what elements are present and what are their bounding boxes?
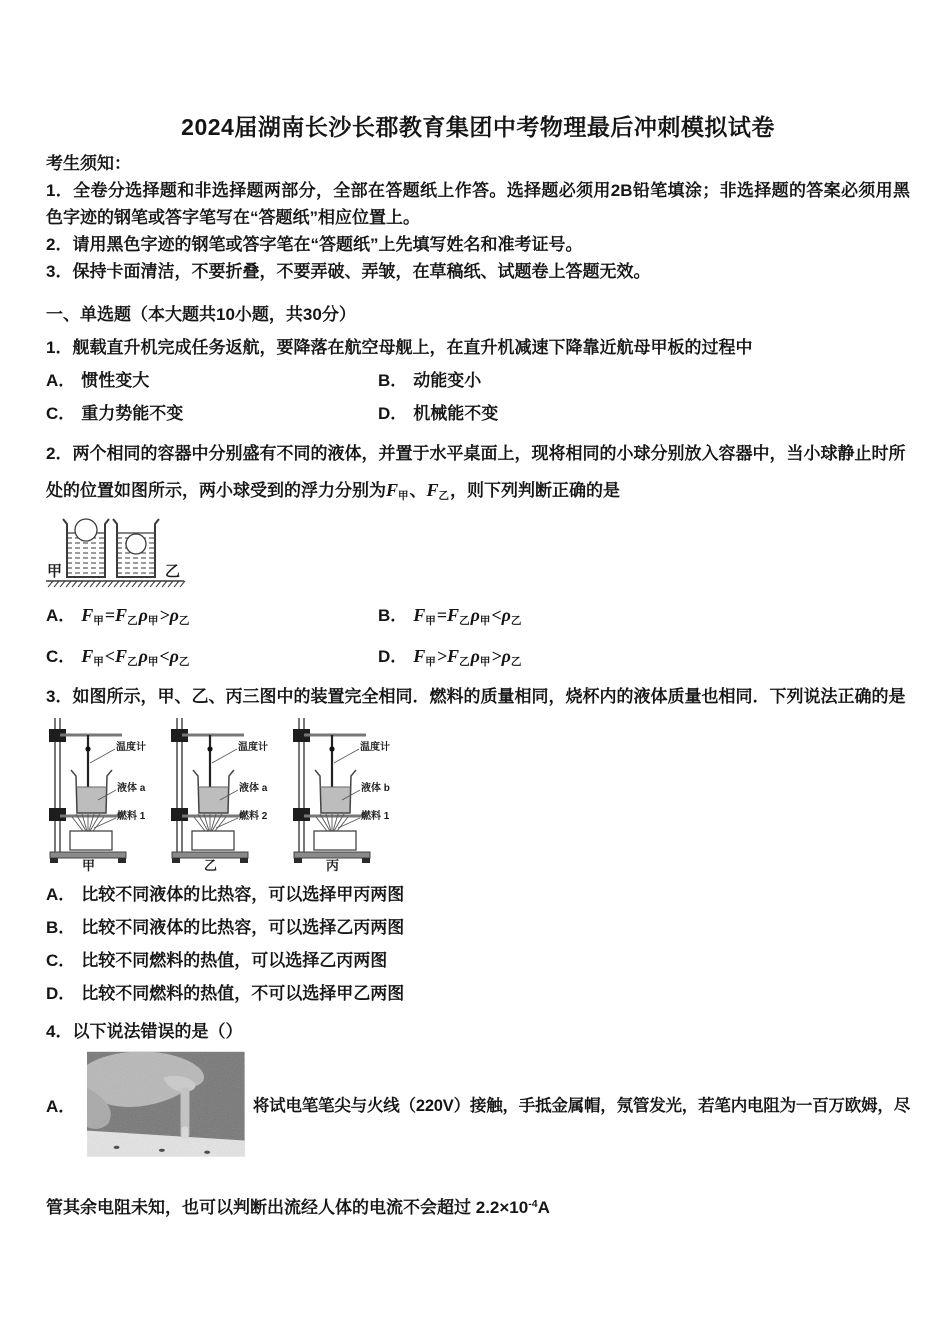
option-formula: $F_甲=F_乙\rho_甲>\rho_乙$ [81, 605, 190, 627]
test-pen-photo [87, 1051, 245, 1157]
liquid-label: 液体 a [239, 783, 268, 794]
leader-line [334, 749, 359, 763]
q2-option-a [46, 604, 378, 632]
q2-stem: 2．两个相同的容器中分别盛有不同的液体，并置于水平桌面上，现将相同的小球分别放入容器中，当小球静止时所处的位置如图所示，两小球受到的浮力分别为$F_甲$、$F_乙$，则下列判断正确的是 [46, 444, 906, 502]
leader-line [212, 749, 237, 763]
notice-item-1: 1．全卷分选择题和非选择题两部分，全部在答题纸上作答。选择题必须用2B铅笔填涂；非选择题的答案必须用黑色字迹的钢笔或答字笔写在“答题纸”相应位置上。 [46, 181, 910, 227]
option-label: A． [46, 606, 76, 625]
q3-option-a [46, 885, 910, 905]
q1-option-d [378, 404, 910, 424]
q1-option-b [378, 371, 910, 391]
apparatus-stand-yi [168, 718, 280, 872]
option-label: C． [46, 951, 76, 970]
stand-caption: 甲 [82, 858, 96, 872]
fuel-label: 燃料 1 [361, 811, 390, 822]
stand-caption: 丙 [326, 858, 340, 872]
q3-options [46, 885, 910, 1004]
base-foot [362, 858, 370, 863]
option-text: 机械能不变 [413, 404, 499, 423]
q3-option-b [46, 918, 910, 938]
fuel-label: 燃料 1 [117, 811, 146, 822]
option-text: 比较不同液体的比热容，可以选择乙丙两图 [81, 918, 405, 937]
option-formula: $F_甲<F_乙\rho_甲<\rho_乙$ [81, 646, 190, 668]
option-label: A． [46, 1096, 76, 1116]
q2-option-d [378, 645, 910, 673]
apparatus-stand-jia [46, 718, 158, 872]
ground-hatching [48, 581, 185, 587]
q2-option-c [46, 645, 378, 673]
q1-stem: 1．舰载直升机完成任务返航，要降落在航空母舰上，在直升机减速下降靠近航母甲板的过程中 [46, 338, 753, 357]
option-label: D． [378, 404, 408, 423]
base-foot [240, 858, 248, 863]
liquid-label: 液体 b [361, 783, 390, 794]
notice-heading: 考生须知： [46, 154, 131, 173]
apparatus-stand-bing [290, 718, 402, 872]
option-label: B． [378, 371, 408, 390]
q3-option-c [46, 951, 910, 971]
beakers-diagram [46, 517, 196, 593]
option-label: C． [46, 647, 76, 666]
option-text: 比较不同燃料的热值，不可以选择甲乙两图 [81, 984, 405, 1003]
thermometer-knob [329, 746, 334, 751]
fuel-label: 燃料 2 [239, 811, 268, 822]
section-heading: 一、单选题（本大题共10小题，共30分） [46, 305, 356, 324]
option-label: D． [46, 984, 76, 1003]
option-text: 比较不同液体的比热容，可以选择甲丙两图 [81, 885, 405, 904]
option-label: C． [46, 404, 76, 423]
notice-item-2: 2．请用黑色字迹的钢笔或答字笔在“答题纸”上先填写姓名和准考证号。 [46, 235, 583, 254]
liquid-label: 液体 a [117, 783, 146, 794]
q2-option-b [378, 604, 910, 632]
q4-option-a-text: 将试电笔笔尖与火线（220V）接触，手抵金属帽，氖管发光，若笔内电阻为一百万欧姆，尽 [252, 1097, 910, 1115]
option-text: 重力势能不变 [81, 404, 184, 423]
q1-option-c [46, 404, 378, 424]
q4-continuation: 管其余电阻未知，也可以判断出流经人体的电流不会超过 $2.2\times 10^{-4}A$ [46, 1198, 550, 1217]
leader-line [338, 818, 360, 828]
leader-line [94, 818, 116, 828]
q4-stem: 4．以下说法错误的是（） [46, 1022, 243, 1041]
q3-stem: 3．如图所示，甲、乙、丙三图中的装置完全相同．燃料的质量相同，烧杯内的液体质量也相同．下列说法正确的是 [46, 687, 906, 706]
beaker-right-label: 乙 [165, 563, 181, 580]
base-foot [118, 858, 126, 863]
stand-caption: 乙 [204, 858, 218, 872]
option-text: 动能变小 [413, 371, 482, 390]
thermometer-label: 温度计 [116, 742, 146, 753]
thermometer-knob [85, 746, 90, 751]
liquid-fill [76, 787, 107, 813]
option-label: A． [46, 885, 76, 904]
q1-options [46, 371, 910, 424]
notice-item-3: 3．保持卡面清洁，不要折叠，不要弄破、弄皱，在草稿纸、试题卷上答题无效。 [46, 262, 651, 281]
liquid-dashes-left [67, 538, 105, 573]
thermometer-knob [207, 746, 212, 751]
option-label: B． [46, 918, 76, 937]
photo-grain [87, 1052, 245, 1156]
notice-block [46, 150, 910, 285]
leader-line [90, 749, 115, 763]
thermometer-label: 温度计 [360, 742, 390, 753]
base-foot [294, 858, 302, 863]
q2-figure [46, 517, 910, 598]
leader-line [216, 818, 238, 828]
option-formula: $F_甲>F_乙\rho_甲>\rho_乙$ [413, 646, 522, 668]
fuel-block [314, 831, 356, 850]
q4-option-a [46, 1051, 910, 1157]
fuel-block [70, 831, 112, 850]
submerged-ball [126, 534, 146, 554]
paper-title: 2024届湖南长沙长郡教育集团中考物理最后冲刺模拟试卷 [181, 114, 775, 140]
fuel-block [192, 831, 234, 850]
liquid-fill [320, 787, 351, 813]
option-label: D． [378, 647, 408, 666]
floating-ball [75, 519, 97, 541]
option-formula: $F_甲=F_乙\rho_甲<\rho_乙$ [413, 605, 522, 627]
q3-figure [46, 718, 910, 872]
q3-option-d [46, 984, 910, 1004]
option-text: 比较不同燃料的热值，可以选择乙丙两图 [81, 951, 388, 970]
q2-options [46, 604, 910, 673]
base-foot [50, 858, 58, 863]
beaker-left-label: 甲 [47, 563, 63, 580]
liquid-fill [198, 787, 229, 813]
base-foot [172, 858, 180, 863]
option-label: A． [46, 371, 76, 390]
current-value: $2.2\times 10^{-4}A$ [475, 1198, 550, 1217]
option-label: B． [378, 606, 408, 625]
thermometer-label: 温度计 [238, 742, 268, 753]
q1-option-a [46, 371, 378, 391]
option-text: 惯性变大 [81, 371, 150, 390]
